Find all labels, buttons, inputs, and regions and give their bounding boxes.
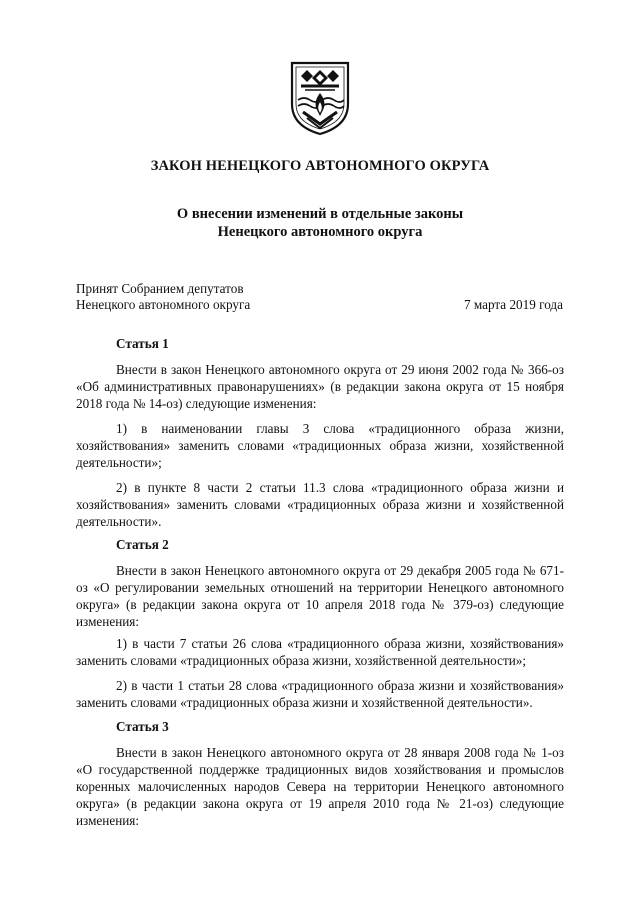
article-3-heading: Статья 3 <box>116 719 169 734</box>
article-1-heading: Статья 1 <box>116 336 169 351</box>
article-2-paragraph-3: 2) в части 1 статьи 28 слова «традиционного образа жизни и хозяйствования» заменить словами «традиционных образа жизни и хозяйственной деятельности». <box>76 678 564 710</box>
article-1-paragraph-1: Внести в закон Ненецкого автономного округа от 29 июня 2002 года № 366-оз «Об административных правонарушениях» (в редакции закона округа от 15 ноября 2018 года № 14-оз) следующие изменения: <box>76 362 564 411</box>
adopted-by-line1: Принят Собранием депутатов <box>76 281 244 296</box>
article-2-heading: Статья 2 <box>116 537 169 552</box>
adoption-date: 7 марта 2019 года <box>463 297 563 312</box>
article-1-paragraph-3: 2) в пункте 8 части 2 статьи 11.3 слова «традиционного образа жизни и хозяйствования» заменить словами «традиционных образа жизни и хозяйственной деятельности». <box>76 480 564 529</box>
law-subtitle-line1: О внесении изменений в отдельные законы <box>176 206 464 222</box>
coat-of-arms-icon <box>289 60 351 136</box>
article-3-paragraph-1: Внести в закон Ненецкого автономного округа от 28 января 2008 года № 1-оз «О государственной поддержке традиционных видов хозяйствования и промыслов коренных малочисленных народов Севера на территории Ненецкого автономного округа» (в редакции закона округа от 19 апреля 2010 года № 21-оз) следующие изменения: <box>76 745 564 828</box>
article-2-paragraph-1: Внести в закон Ненецкого автономного округа от 29 декабря 2005 года № 671-оз «О регулировании земельных отношений на территории Ненецкого автономного округа» (в редакции закона округа от 10 апреля 2018 года № 379-оз) следующие изменения: <box>76 563 564 629</box>
article-2-paragraph-2: 1) в части 7 статьи 26 слова «традиционного образа жизни, хозяйствования» заменить словами «традиционных образа жизни, хозяйственной деятельности»; <box>76 636 564 668</box>
adopted-by-line2: Ненецкого автономного округа <box>76 297 251 312</box>
law-title: ЗАКОН НЕНЕЦКОГО АВТОНОМНОГО ОКРУГА <box>150 158 490 174</box>
law-subtitle-line2: Ненецкого автономного округа <box>217 224 423 240</box>
article-1-paragraph-2: 1) в наименовании главы 3 слова «традиционного образа жизни, хозяйствования» заменить словами «традиционных образа жизни, хозяйственной деятельности»; <box>76 421 564 470</box>
